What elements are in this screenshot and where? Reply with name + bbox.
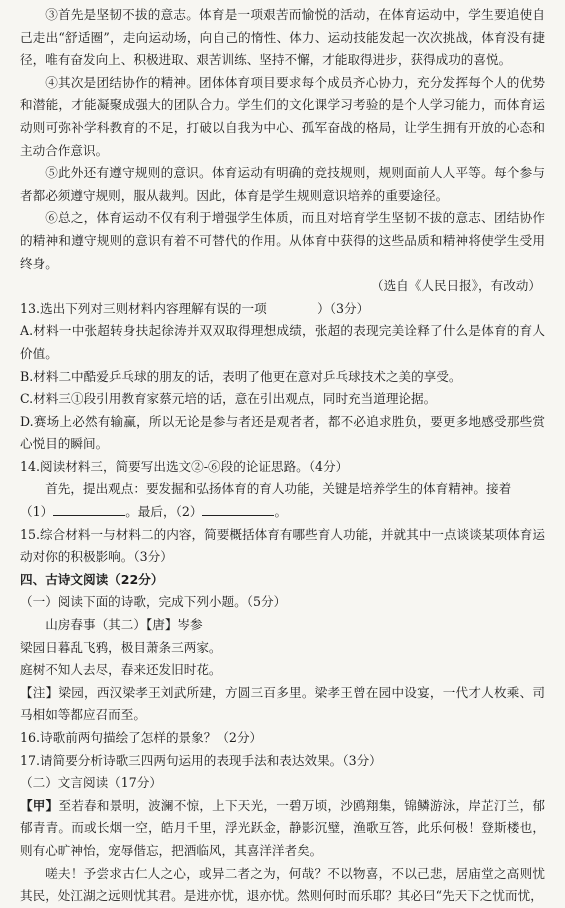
section-4-heading: 四、古诗文阅读（22分） <box>20 571 164 587</box>
answer-blank-1[interactable] <box>53 503 125 516</box>
jia-text: 至若春和景明，波澜不惊，上下天光，一碧万顷，沙鸥翔集，锦鳞游泳，岸芷汀兰，郁郁青青。而或长烟一空，皓月千里，浮光跃金，静影沉璧，渔歌互答，此乐何极！登斯楼也，则有心旷神怡，宠辱偕忘，把酒临风，其喜洋洋者矣。 <box>20 797 546 858</box>
question-15: 15.综合材料一与材料二的内容，简要概括体育有哪些育人功能，并就其中一点谈谈某项体育运动对你的积极影响。（3分） <box>20 526 545 565</box>
poem-title: 山房春事（其二）【唐】岑参 <box>45 617 203 633</box>
jia-mark: 【甲】 <box>20 797 59 813</box>
source-note: （选自《人民日报》，有改动） <box>370 278 541 294</box>
paragraph-5: ⑤此外还有遵守规则的意识。体育运动有明确的竞技规则，规则面前人人平等。每个参与者都必须遵守规则，服从裁判。因此，体育是学生规则意识培养的重要途径。 <box>20 165 545 203</box>
answer-blank-2[interactable] <box>202 503 274 516</box>
question-14-stem: 14.阅读材料三，简要写出选文②-⑥段的论证思路。（4分） <box>20 458 349 474</box>
question-16: 16.诗歌前两句描绘了怎样的景象？（2分） <box>20 730 263 745</box>
question-17: 17.请简要分析诗歌三四两句运用的表现手法和表达效果。（3分） <box>20 752 382 768</box>
part-1-heading: （一）阅读下面的诗歌，完成下列小题。（5分） <box>20 594 287 610</box>
answer-end: 。 <box>274 504 288 520</box>
classical-text-jia <box>20 795 545 863</box>
question-13-option-b: B.材料二中酷爱乒乓球的朋友的话，表明了他更在意对乒乓球技术之美的享受。 <box>20 368 462 384</box>
answer-label-1: （1） <box>20 504 54 520</box>
poem-line-2: 庭树不知人去尽，春来还发旧时花。 <box>20 662 222 678</box>
question-14-line2 <box>20 501 545 524</box>
answer-label-2: 。最后，（2） <box>125 504 203 520</box>
poem-note: 【注】梁园，西汉梁孝王刘武所建，方圆三百多里。梁孝王曾在园中设宴，一代才人枚乘、司马相如等都应召而至。 <box>20 684 545 723</box>
question-13-option-a: A.材料一中张超转身扶起徐涛并双双取得理想成绩，张超的表现完美诠释了什么是体育的育人价值。 <box>20 323 545 361</box>
question-13-option-c: C.材料三①段引用教育家蔡元培的话，意在引出观点，同时充当道理论据。 <box>20 391 437 407</box>
question-14-line1: 首先，提出观点：要发掘和弘扬体育的育人功能，关键是培养学生的体育精神。接着 <box>45 481 512 497</box>
paragraph-4: ④其次是团结协作的精神。团体体育项目要求每个成员齐心协力，充分发挥每个人的优势和潜能，才能凝聚成强大的团队合力。学生们的文化课学习考验的是个人学习能力，而体育运动则可弥补学科教育的不足，打破以自我为中心、孤军奋战的格局，让学生拥有开放的心态和主动合作意识。 <box>20 74 545 158</box>
classical-text-jia-2: 嗟夫！予尝求古仁人之心，或异二者之为，何哉？不以物喜，不以己悲，居庙堂之高则忧其民，处江湖之远则忧其君。是进亦忧，退亦忧。然则何时而乐耶？其必曰“先天下之忧而忧， <box>20 865 545 904</box>
poem-line-1: 梁园日暮乱飞鸦，极目萧条三两家。 <box>20 639 222 655</box>
part-2-heading: （二）文言阅读（17分） <box>20 775 162 791</box>
paragraph-3: ③首先是坚韧不拔的意志。体育是一项艰苦而愉悦的活动，在体育运动中，学生要追使自己走出“舒适圈”，走向运动场，向自己的惰性、体力、运动技能发起一次次挑战，体育没有捷径，唯有奋发向上、积极进取、艰苦训练、坚持不懈，才能取得进步，获得成功的喜悦。 <box>20 7 545 68</box>
question-13-stem: 13.选出下列对三则材料内容理解有误的一项 ）（3分） <box>20 300 370 316</box>
paragraph-6: ⑥总之，体育运动不仅有利于增强学生体质，而且对培育学生坚韧不拔的意志、团结协作的精神和遵守规则的意识有着不可替代的作用。从体育中获得的这些品质和精神将使学生受用终身。 <box>20 210 545 271</box>
question-13-option-d: D.赛场上必然有输赢，所以无论是参与者还是观者者，都不必追求胜负，要更多地感受那些赏心悦目的瞬间。 <box>20 413 545 452</box>
